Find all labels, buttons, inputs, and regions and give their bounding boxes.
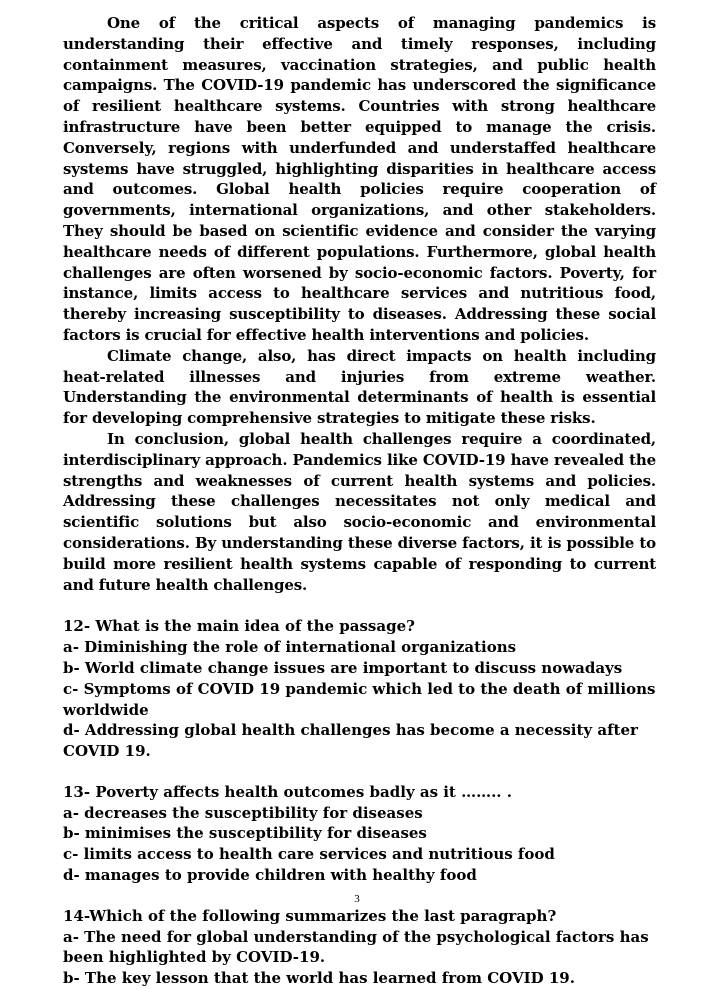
- answer-option-b: b- The key lesson that the world has learned from COVID 19.: [63, 969, 575, 988]
- question-12: [63, 616, 656, 762]
- passage-paragraph-1: One of the critical aspects of managing pandemics is understanding their effective and timely responses, including containment measures, vaccination strategies, and public health campaigns. The COVID-19 pandemic has underscored the significance of resilient healthcare systems. Countries with strong healthcare infrastructure have been better equipped to manage the crisis. Conversely, regions with underfunded and understaffed healthcare systems have struggled, highlighting disparities in healthcare access and outcomes. Global health policies require cooperation of governments, international organizations, and other stakeholders. They should be based on scientific evidence and consider the varying healthcare needs of different populations. Furthermore, global health challenges are often worsened by socio-economic factors. Poverty, for instance, limits access to healthcare services and nutritious food, thereby increasing susceptibility to diseases. Addressing these social factors is crucial for effective health interventions and policies.: [63, 14, 656, 344]
- answer-option-d: d- Addressing global health challenges has become a necessity after COVID 19.: [63, 721, 638, 761]
- page-number: 3: [354, 893, 360, 905]
- answer-option-a: a- The need for global understanding of the psychological factors has been highlighted by COVID-19.: [63, 927, 649, 967]
- answer-option-c: c- limits access to health care services and nutritious food: [63, 845, 555, 864]
- passage-paragraph-3: In conclusion, global health challenges require a coordinated, interdisciplinary approach. Pandemics like COVID-19 have revealed the strengths and weaknesses of current health systems and policies. Addressing these challenges necessitates not only medical and scientific solutions but also socio-economic and environmental considerations. By understanding these diverse factors, it is possible to build more resilient health systems capable of responding to current and future health challenges.: [63, 429, 656, 594]
- reading-passage: [63, 13, 656, 595]
- answer-option-a: a- decreases the susceptibility for diseases: [63, 803, 423, 822]
- answer-option-b: b- World climate change issues are important to discuss nowadays: [63, 658, 623, 677]
- document-page: [63, 13, 656, 989]
- answer-option-b: b- minimises the susceptibility for diseases: [63, 824, 427, 843]
- question-stem: 14-Which of the following summarizes the last paragraph?: [63, 906, 557, 925]
- question-13: [63, 782, 656, 886]
- question-stem: 12- What is the main idea of the passage?: [63, 617, 415, 636]
- answer-option-d: d- manages to provide children with healthy food: [63, 866, 477, 885]
- passage-paragraph-2: Climate change, also, has direct impacts on health including heat-related illnesses and injuries from extreme weather. Understanding the environmental determinants of health is essential for developing comprehensive strategies to mitigate these risks.: [63, 346, 656, 428]
- answer-option-c: c- Symptoms of COVID 19 pandemic which led to the death of millions worldwide: [63, 679, 656, 719]
- answer-option-a: a- Diminishing the role of international organizations: [63, 638, 517, 657]
- question-14: [63, 906, 656, 989]
- question-stem: 13- Poverty affects health outcomes badly as it …….. .: [63, 782, 512, 801]
